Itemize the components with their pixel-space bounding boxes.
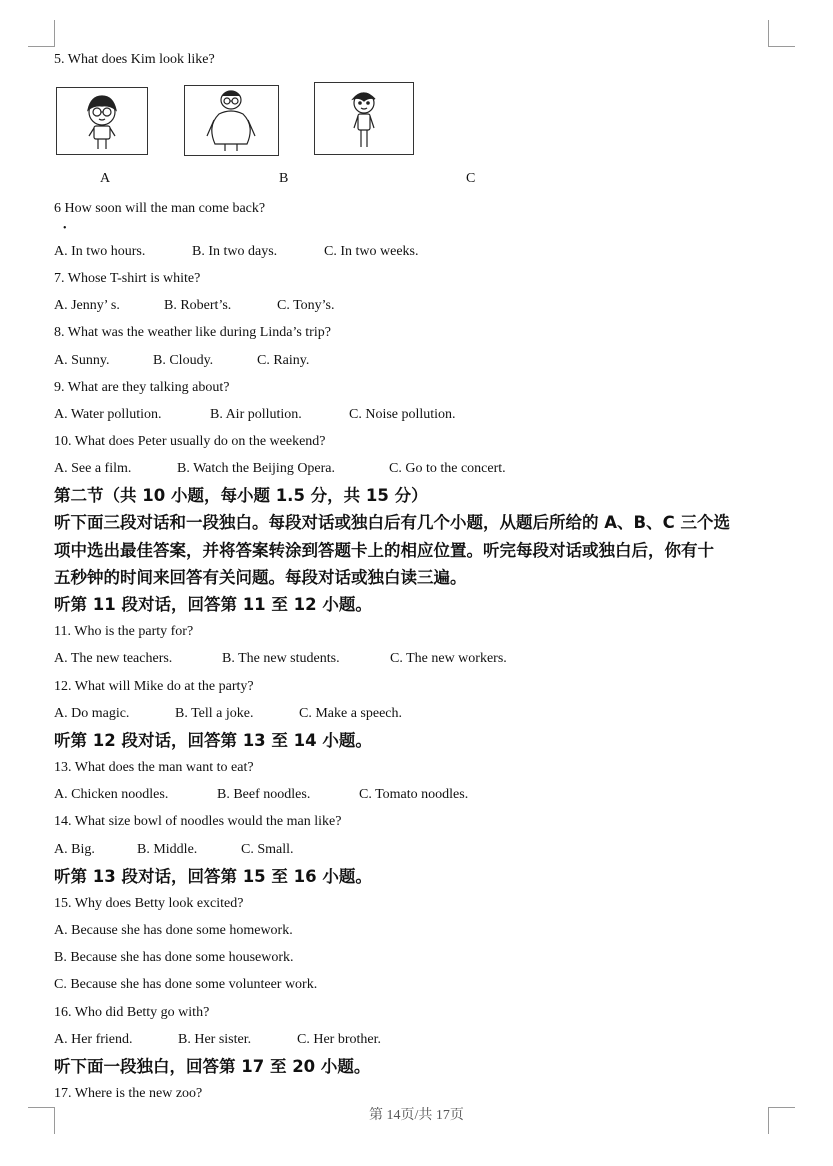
option-c: C. Tomato noodles. bbox=[359, 787, 469, 802]
question-8-options bbox=[54, 352, 309, 370]
option-a: A. In two hours. bbox=[54, 244, 146, 259]
option-c: C. The new workers. bbox=[390, 651, 507, 666]
question-9-options bbox=[54, 406, 456, 424]
option-a: A. The new teachers. bbox=[54, 651, 173, 666]
option-c: C. Rainy. bbox=[257, 353, 310, 368]
option-b: B. Tell a joke. bbox=[175, 706, 254, 721]
question-7-options bbox=[54, 297, 335, 315]
question-14-options bbox=[54, 841, 294, 859]
option-b: B. Middle. bbox=[137, 842, 198, 857]
question-13-options bbox=[54, 786, 468, 804]
question-10: 10. What does Peter usually do on the weekend? bbox=[54, 434, 326, 449]
dialogue-13-heading: 听第 13 段对话，回答第 15 至 16 小题。 bbox=[54, 867, 372, 886]
option-b: B. In two days. bbox=[192, 244, 278, 259]
question-16-options bbox=[54, 1031, 381, 1049]
option-b: B. Watch the Beijing Opera. bbox=[177, 461, 336, 476]
picture-a bbox=[56, 87, 148, 155]
page-footer: 第 14页/共 17页 bbox=[369, 1108, 464, 1123]
question-8: 8. What was the weather like during Linda’s trip? bbox=[54, 325, 331, 340]
question-6-options bbox=[54, 243, 419, 261]
option-b: B. The new students. bbox=[222, 651, 340, 666]
question-15: 15. Why does Betty look excited? bbox=[54, 896, 244, 911]
section-2-instructions-line-3: 五秒钟的时间来回答有关问题。每段对话或独白读三遍。 bbox=[54, 568, 467, 587]
dialogue-12-heading: 听第 12 段对话，回答第 13 至 14 小题。 bbox=[54, 731, 372, 750]
question-11: 11. Who is the party for? bbox=[54, 624, 194, 639]
thin-boy-icon bbox=[315, 83, 413, 154]
stray-dot: • bbox=[63, 223, 67, 234]
picture-label-c: C bbox=[466, 171, 476, 186]
crop-mark-top-left bbox=[28, 20, 55, 47]
option-a: A. Sunny. bbox=[54, 353, 110, 368]
question-9: 9. What are they talking about? bbox=[54, 380, 230, 395]
option-c: C. Her brother. bbox=[297, 1032, 381, 1047]
question-11-options bbox=[54, 650, 507, 668]
option-b: B. Air pollution. bbox=[210, 407, 302, 422]
option-a: A. Water pollution. bbox=[54, 407, 162, 422]
monologue-heading: 听下面一段独白，回答第 17 至 20 小题。 bbox=[54, 1057, 371, 1076]
option-b: B. Beef noodles. bbox=[217, 787, 311, 802]
question-15-option-c: C. Because she has done some volunteer work. bbox=[54, 977, 318, 992]
section-2-title: 第二节（共 10 小题，每小题 1.5 分，共 15 分） bbox=[54, 486, 428, 505]
picture-b bbox=[184, 85, 279, 156]
option-a: A. Jenny’ s. bbox=[54, 298, 120, 313]
option-a: A. Her friend. bbox=[54, 1032, 133, 1047]
picture-label-b: B bbox=[279, 171, 289, 186]
option-c: C. Tony’s. bbox=[277, 298, 335, 313]
question-12: 12. What will Mike do at the party? bbox=[54, 679, 254, 694]
question-16: 16. Who did Betty go with? bbox=[54, 1005, 210, 1020]
dialogue-11-heading: 听第 11 段对话，回答第 11 至 12 小题。 bbox=[54, 595, 372, 614]
question-15-option-b: B. Because she has done some housework. bbox=[54, 950, 294, 965]
option-b: B. Her sister. bbox=[178, 1032, 252, 1047]
option-b: B. Cloudy. bbox=[153, 353, 214, 368]
option-c: C. Go to the concert. bbox=[389, 461, 506, 476]
question-15-option-a: A. Because she has done some homework. bbox=[54, 923, 293, 938]
section-2-instructions-line-2: 项中选出最佳答案，并将答案转涂到答题卡上的相应位置。听完每段对话或独白后，你有十 bbox=[54, 541, 714, 560]
picture-c bbox=[314, 82, 414, 155]
question-10-options bbox=[54, 460, 506, 478]
question-12-options bbox=[54, 705, 402, 723]
option-c: C. In two weeks. bbox=[324, 244, 419, 259]
question-13: 13. What does the man want to eat? bbox=[54, 760, 254, 775]
crop-mark-top-right bbox=[768, 20, 795, 47]
option-c: C. Noise pollution. bbox=[349, 407, 456, 422]
question-14: 14. What size bowl of noodles would the man like? bbox=[54, 814, 342, 829]
option-c: C. Make a speech. bbox=[299, 706, 403, 721]
option-b: B. Robert’s. bbox=[164, 298, 232, 313]
question-5: 5. What does Kim look like? bbox=[54, 52, 215, 67]
option-a: A. Big. bbox=[54, 842, 95, 857]
question-7: 7. Whose T-shirt is white? bbox=[54, 271, 201, 286]
question-6: 6 How soon will the man come back? bbox=[54, 201, 266, 216]
boy-with-glasses-icon bbox=[57, 88, 147, 154]
option-c: C. Small. bbox=[241, 842, 294, 857]
option-a: A. Do magic. bbox=[54, 706, 130, 721]
heavy-person-icon bbox=[185, 86, 278, 155]
picture-label-a: A bbox=[100, 171, 111, 186]
option-a: A. See a film. bbox=[54, 461, 132, 476]
option-a: A. Chicken noodles. bbox=[54, 787, 169, 802]
question-17: 17. Where is the new zoo? bbox=[54, 1086, 203, 1101]
section-2-instructions-line-1: 听下面三段对话和一段独白。每段对话或独白后有几个小题，从题后所给的 A、B、C 三个选 bbox=[54, 513, 730, 532]
